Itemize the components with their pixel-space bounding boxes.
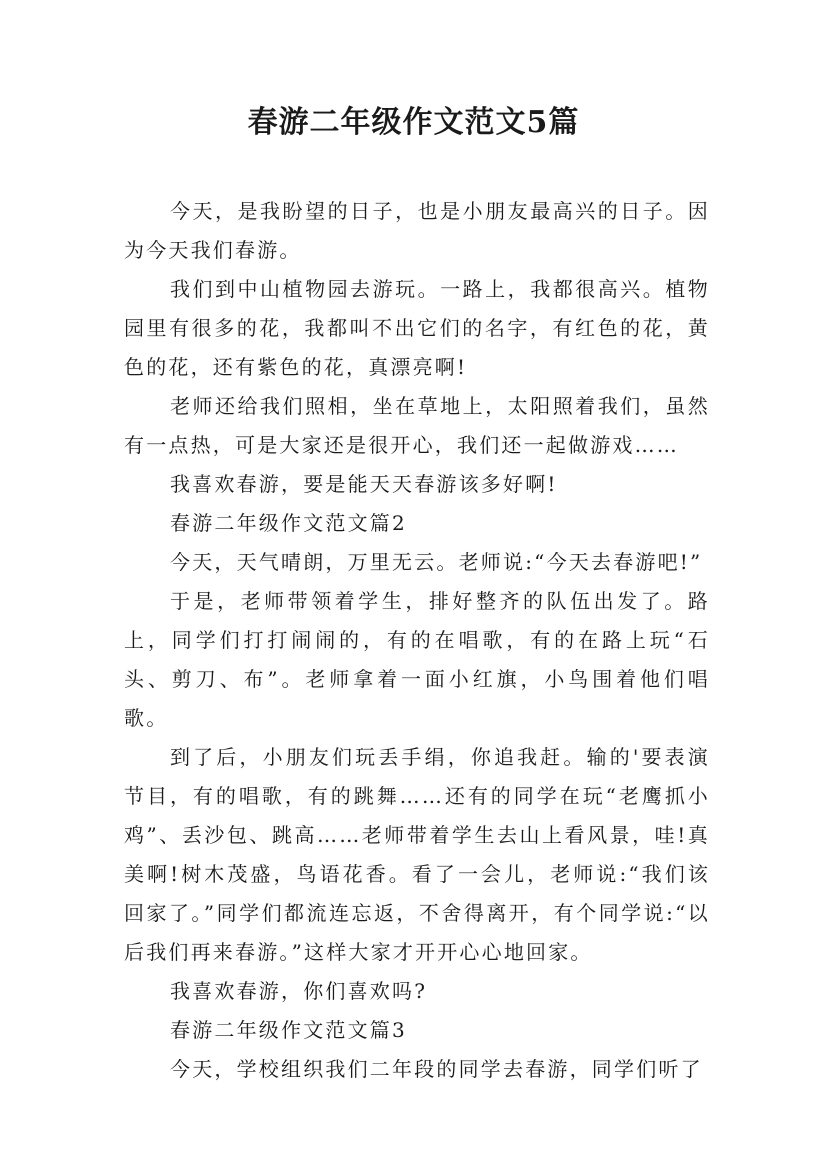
paragraph-9: 今天，学校组织我们二年段的同学去春游，同学们听了	[170, 1057, 703, 1081]
document-title: 春游二年级作文范文5篇	[247, 105, 580, 140]
paragraph-2: 我们到中山植物园去游玩。一路上，我都很高兴。植物园里有很多的花，我都叫不出它们的名字，有红色的花，黄色的花，还有紫色的花，真漂亮啊!	[124, 277, 710, 379]
document-body	[124, 192, 710, 1089]
paragraph-6: 于是，老师带领着学生，排好整齐的队伍出发了。路上，同学们打打闹闹的，有的在唱歌，有的在路上玩“石头、剪刀、布”。老师拿着一面小红旗，小鸟围着他们唱歌。	[124, 589, 710, 730]
paragraph-1: 今天，是我盼望的日子，也是小朋友最高兴的日子。因为今天我们春游。	[124, 199, 710, 262]
section-heading-2: 春游二年级作文范文篇2	[170, 511, 407, 535]
paragraph-5: 今天，天气晴朗，万里无云。老师说:“今天去春游吧!”	[170, 550, 703, 574]
paragraph-7: 到了后，小朋友们玩丢手绢，你追我赶。输的'要表演节目，有的唱歌，有的跳舞……还有的同学在玩“老鹰抓小鸡”、丢沙包、跳高……老师带着学生去山上看风景，哇!真美啊!树木茂盛，鸟语花香。看了一会儿，老师说:“我们该回家了。”同学们都流连忘返，不舍得离开，有个同学说:“以后我们再来春游。”这样大家才开开心心地回家。	[124, 745, 710, 964]
paragraph-3: 老师还给我们照相，坐在草地上，太阳照着我们，虽然有一点热，可是大家还是很开心，我们还一起做游戏……	[124, 394, 710, 457]
paragraph-8: 我喜欢春游，你们喜欢吗?	[170, 979, 428, 1003]
paragraph-4: 我喜欢春游，要是能天天春游该多好啊!	[170, 472, 558, 496]
section-heading-3: 春游二年级作文范文篇3	[170, 1018, 407, 1042]
